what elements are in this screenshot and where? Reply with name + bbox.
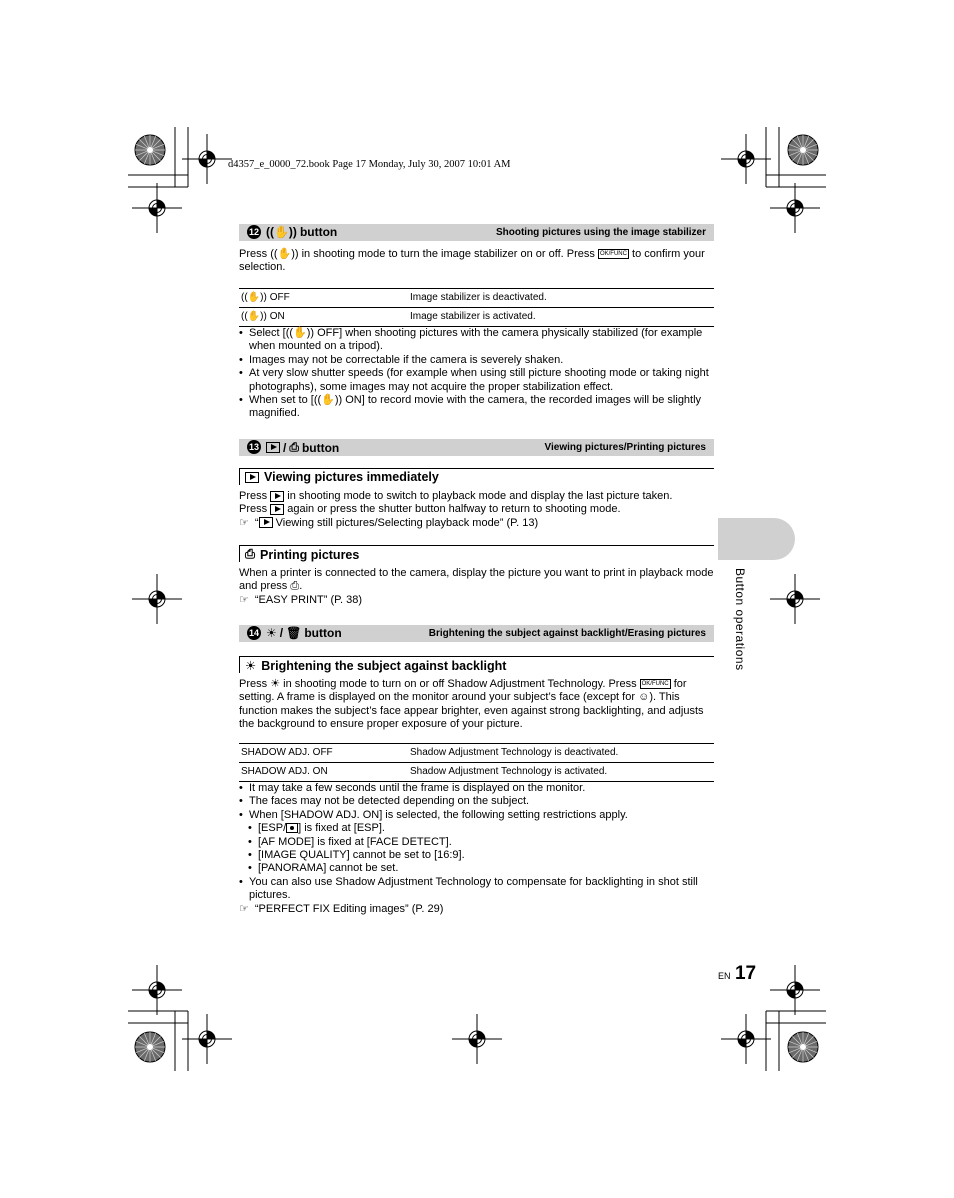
section-subtitle: Viewing pictures/Printing pictures <box>544 442 706 453</box>
stabilizer-icon: ((✋)) <box>266 225 297 239</box>
brightening-subheading: ☀ Brightening the subject against backlight <box>239 656 714 673</box>
stabilizer-icon: ((✋)) <box>241 292 267 303</box>
face-icon: ☺ <box>638 691 650 704</box>
table-row: SHADOW ADJ. ON Shadow Adjustment Technology is activated. <box>239 762 714 781</box>
brightening-text: Press ☀ in shooting mode to turn on or off Shadow Adjustment Technology. Press OK/FUNC for setting. A frame is displayed on the monitor around your subject’s face (except for ☺). This function makes the subject’s face appear brighter, even against strong backlighting, and adjusts the background to ensure proper exposure of your picture. <box>239 678 704 730</box>
stabilizer-icon: ((✋)) <box>270 248 299 260</box>
printing-pictures-text: When a printer is connected to the camera, display the picture you want to print in playback mode and press ⎙. ☞ “EASY PRINT” (P. 38) <box>239 567 714 606</box>
sub-list-item: • [IMAGE QUALITY] cannot be set to [16:9]. <box>239 849 717 862</box>
playback-icon <box>270 491 284 502</box>
print-icon: ⎙ <box>245 547 256 561</box>
language-code: EN <box>718 971 731 981</box>
ok-func-icon: OK/FUNC <box>599 251 627 258</box>
print-header-line: d4357_e_0000_72.book Page 17 Monday, July 30, 2007 10:01 AM <box>228 159 511 170</box>
corner-mark-top-left <box>128 127 232 233</box>
erase-icon: 🗑 <box>286 626 302 640</box>
list-item: • You can also use Shadow Adjustment Technology to compensate for backlighting in shot still pictures. <box>239 876 717 903</box>
section-13-header: 13 / ⎙ button Viewing pictures/Printing pictures <box>239 439 714 456</box>
list-item: • The faces may not be detected depending on the subject. <box>239 795 717 808</box>
print-icon: ⎙ <box>290 580 300 593</box>
stabilizer-icon: ((✋)) <box>313 394 343 407</box>
section-title: button <box>301 440 340 455</box>
section-subtitle: Brightening the subject against backlight/Erasing pictures <box>428 628 706 639</box>
bottom-center-mark <box>452 1014 502 1064</box>
section-title: button <box>299 225 338 239</box>
sub-list-item: • [AF MODE] is fixed at [FACE DETECT]. <box>239 836 717 849</box>
viewing-pictures-subheading: Viewing pictures immediately <box>239 468 714 485</box>
list-item: • Select [((✋)) OFF] when shooting pictures with the camera physically stabilized (for example when mounted on a tripod). <box>239 327 717 354</box>
page-number-value: 17 <box>734 963 757 984</box>
section-subtitle: Shooting pictures using the image stabilizer <box>495 227 706 238</box>
section-14-notes <box>239 782 717 916</box>
print-icon: ⎙ <box>289 440 299 454</box>
section-12-notes <box>239 327 717 421</box>
stabilizer-icon: ((✋)) <box>285 327 315 339</box>
chapter-tab-label: Button operations <box>733 568 747 671</box>
side-mark-left <box>132 574 182 624</box>
section-number: 14 <box>248 628 259 638</box>
chapter-tab <box>718 518 795 560</box>
side-mark-right <box>770 574 820 624</box>
stabilizer-icon: ((✋)) <box>241 311 267 322</box>
section-number: 13 <box>248 442 259 452</box>
sub-list-item: • [PANORAMA] cannot be set. <box>239 862 717 875</box>
playback-icon <box>266 442 280 453</box>
table-row: ((✋)) ON Image stabilizer is activated. <box>239 307 714 326</box>
corner-mark-bottom-left <box>128 965 232 1071</box>
reference-hand-icon: ☞ <box>239 516 249 529</box>
stabilizer-table <box>239 288 714 327</box>
spot-metering-icon <box>286 823 298 833</box>
playback-icon <box>259 517 273 528</box>
viewing-pictures-text: Press in shooting mode to switch to playback mode and display the last picture taken. Press again or press the shutter button halfway to return to shooting mode. ☞ “ Viewing still pictures/Selecting playback mode” (P. 13) <box>239 490 673 529</box>
list-item: • When set to [((✋)) ON] to record movie with the camera, the recorded images will be slightly magnified. <box>239 394 717 421</box>
reference-line: ☞ “PERFECT FIX Editing images” (P. 29) <box>239 902 444 915</box>
table-row: SHADOW ADJ. OFF Shadow Adjustment Technology is deactivated. <box>241 747 619 758</box>
playback-icon <box>245 472 259 483</box>
reference-hand-icon: ☞ <box>239 902 249 915</box>
section-title: button <box>304 626 342 640</box>
ok-func-icon: OK/FUNC <box>641 681 669 688</box>
section-number: 12 <box>248 227 259 237</box>
shadow-adj-icon: ☀ <box>245 659 257 673</box>
section-12-intro: Press ((✋)) in shooting mode to turn the image stabilizer on or off. Press OK/FUNC to confirm your selection. <box>239 248 705 274</box>
playback-icon <box>270 504 284 515</box>
list-item: • At very slow shutter speeds (for example when using still picture shooting mode or taking night photographs), some images may not acquire the proper stabilization effect. <box>239 367 717 394</box>
section-14-header: 14 ☀ / 🗑 button Brightening the subject against backlight/Erasing pictures <box>239 625 714 642</box>
table-row: ((✋)) OFF Image stabilizer is deactivated. <box>241 292 547 303</box>
shadow-adj-icon: ☀ <box>270 678 281 690</box>
section-12-header <box>239 224 714 241</box>
list-item: • Images may not be correctable if the camera is severely shaken. <box>239 354 717 367</box>
list-item: • When [SHADOW ADJ. ON] is selected, the following setting restrictions apply. <box>239 809 717 822</box>
corner-mark-top-right <box>721 127 826 233</box>
page-number <box>718 963 756 985</box>
sub-list-item: • [ESP/ ] is fixed at [ESP]. <box>239 822 717 835</box>
shadow-adj-table <box>239 743 714 782</box>
list-item: • It may take a few seconds until the frame is displayed on the monitor. <box>239 782 717 795</box>
shadow-adj-icon: ☀ <box>266 626 277 640</box>
printing-pictures-subheading: ⎙ Printing pictures <box>239 545 714 562</box>
reference-hand-icon: ☞ <box>239 593 249 606</box>
